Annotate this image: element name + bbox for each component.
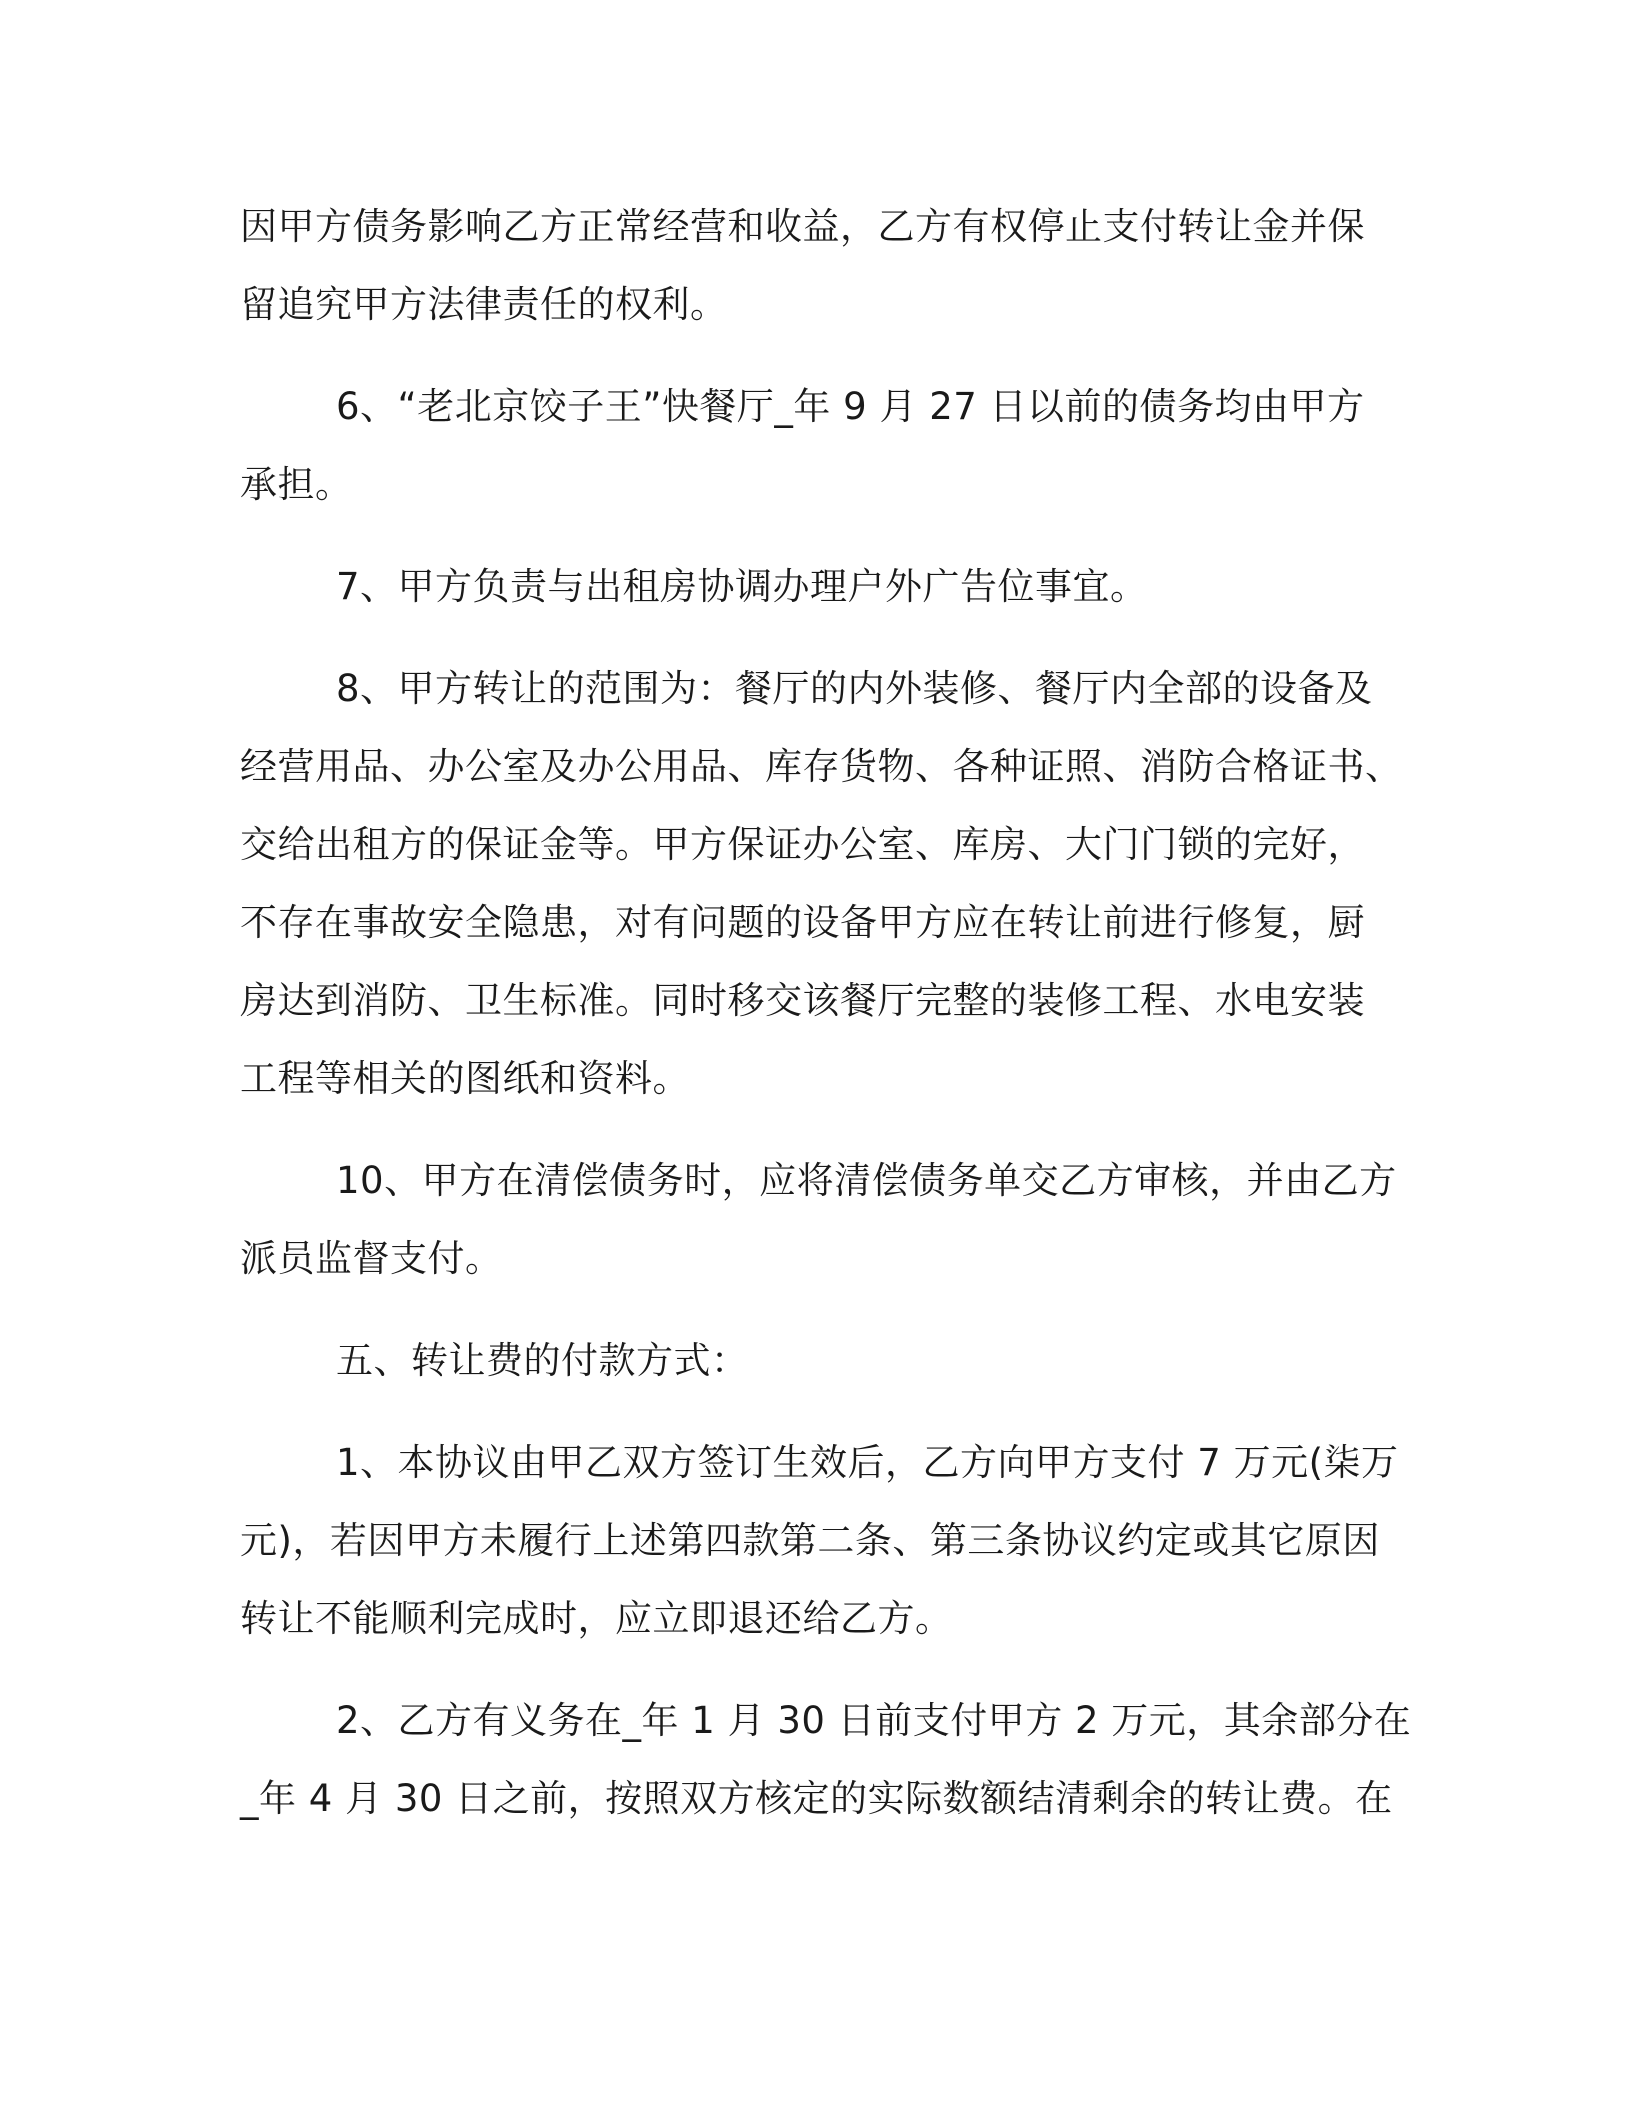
- text-line: 1、本协议由甲乙双方签订生效后，乙方向甲方支付 7 万元(柒万: [336, 1441, 1399, 1484]
- document-body: [240, 188, 1412, 1862]
- text-line: 承担。: [240, 463, 353, 506]
- paragraph-debt-continuation: [240, 188, 1390, 344]
- text-line: 因甲方债务影响乙方正常经营和收益，乙方有权停止支付转让金并保: [240, 205, 1365, 248]
- text-line: 留追究甲方法律责任的权利。: [240, 283, 728, 326]
- text-line: 2、乙方有义务在_年 1 月 30 日前支付甲方 2 万元，其余部分在: [336, 1699, 1412, 1742]
- paragraph-clause-6: [240, 368, 1390, 524]
- text-line: 房达到消防、卫生标准。同时移交该餐厅完整的装修工程、水电安装: [240, 979, 1365, 1022]
- section-heading-payment: [240, 1322, 1390, 1400]
- text-line: 派员监督支付。: [240, 1237, 503, 1280]
- paragraph-payment-2: [240, 1682, 1412, 1838]
- text-line: 元)，若因甲方未履行上述第四款第二条、第三条协议约定或其它原因: [240, 1519, 1380, 1562]
- paragraph-payment-1: [240, 1424, 1399, 1658]
- text-line: 7、甲方负责与出租房协调办理户外广告位事宜。: [336, 565, 1148, 608]
- text-line: 交给出租方的保证金等。甲方保证办公室、库房、大门门锁的完好，: [240, 823, 1365, 866]
- paragraph-clause-8: [240, 650, 1403, 1118]
- text-line: 转让不能顺利完成时，应立即退还给乙方。: [240, 1597, 953, 1640]
- text-line: 不存在事故安全隐患，对有问题的设备甲方应在转让前进行修复，厨: [240, 901, 1365, 944]
- text-line: 10、甲方在清偿债务时，应将清偿债务单交乙方审核，并由乙方: [336, 1159, 1397, 1202]
- text-line: 经营用品、办公室及办公用品、库存货物、各种证照、消防合格证书、: [240, 745, 1403, 788]
- text-line: _年 4 月 30 日之前，按照双方核定的实际数额结清剩余的转让费。在: [240, 1777, 1393, 1820]
- paragraph-clause-7: [240, 548, 1390, 626]
- text-line: 工程等相关的图纸和资料。: [240, 1057, 690, 1100]
- text-line: 6、“老北京饺子王”快餐厅_年 9 月 27 日以前的债务均由甲方: [336, 385, 1365, 428]
- paragraph-clause-10: [240, 1142, 1397, 1298]
- text-line: 五、转让费的付款方式：: [336, 1339, 749, 1382]
- text-line: 8、甲方转让的范围为：餐厅的内外装修、餐厅内全部的设备及: [336, 667, 1373, 710]
